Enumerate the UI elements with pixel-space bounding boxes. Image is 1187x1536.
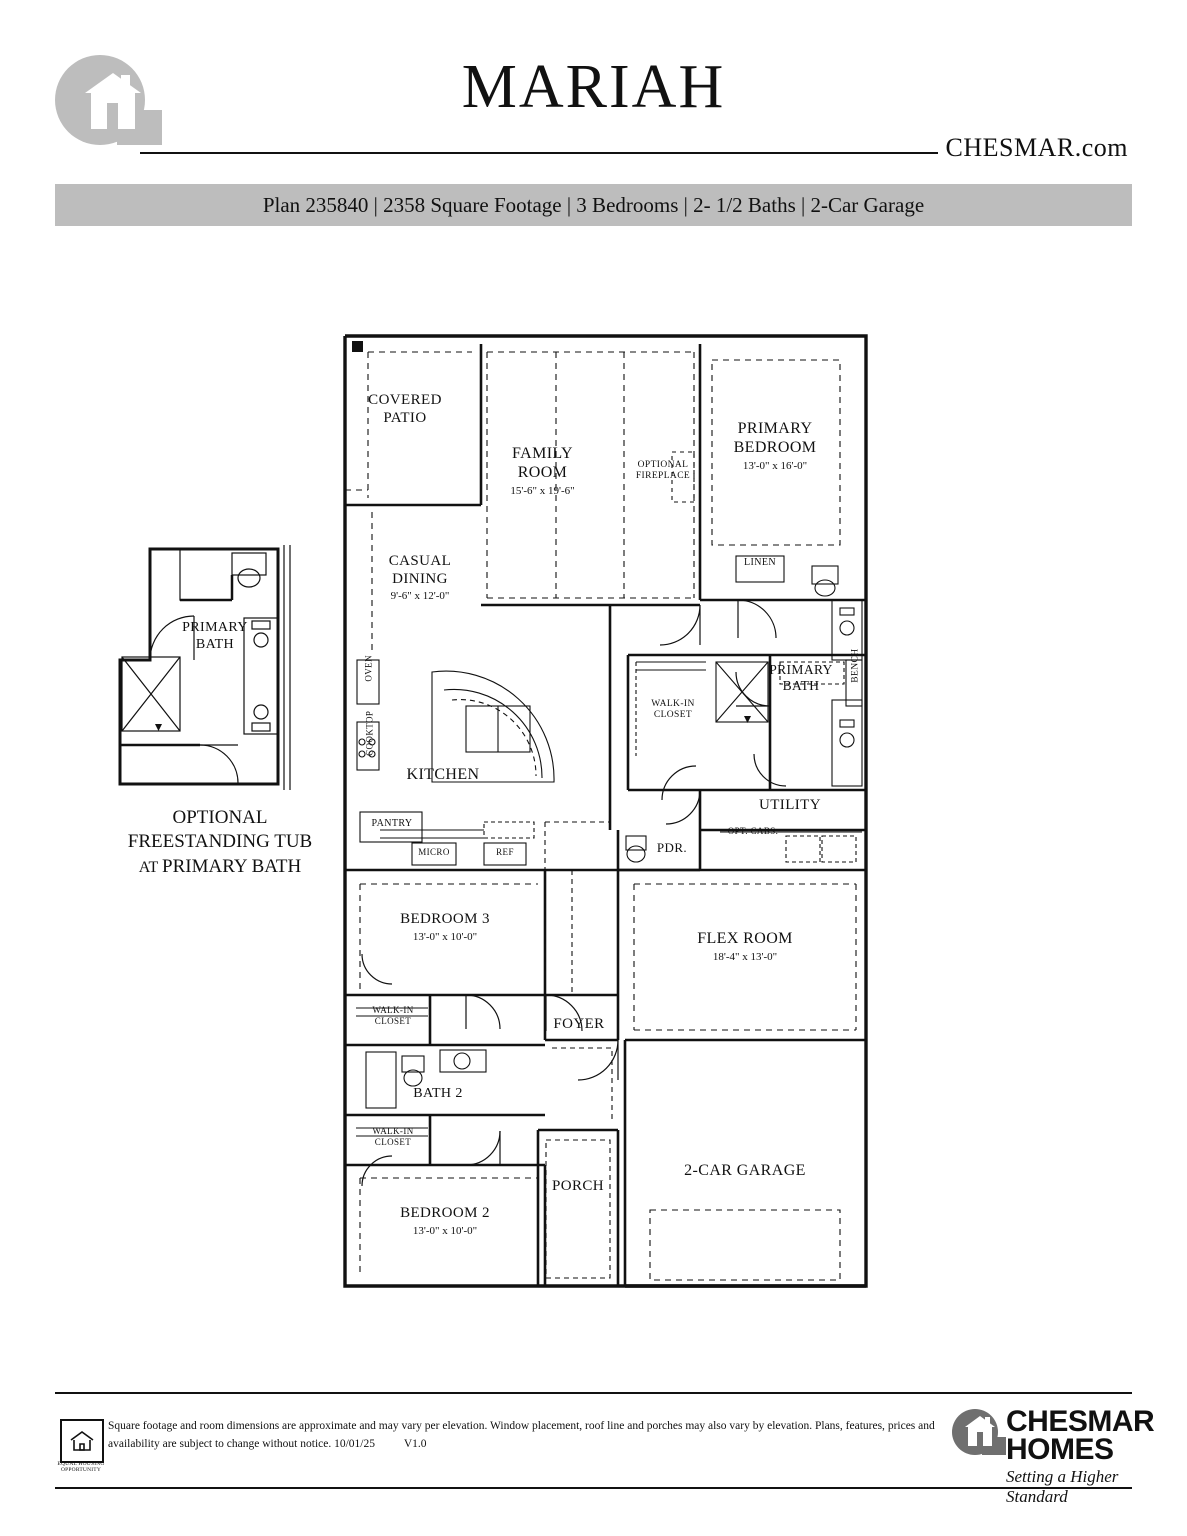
room-label-primary-bath: PRIMARY BATH: [769, 662, 833, 693]
annotation-micro: MICRO: [418, 847, 450, 857]
disclaimer-line-1: Square footage and room dimensions are approximate and may vary per elevation. Window placement, roof line and porches may also vary by elevation. Plans, features,: [108, 1420, 885, 1432]
optional-caption-line3: [95, 855, 345, 879]
disclaimer-line-2: prices and availability are subject to change without notice.: [108, 1420, 935, 1450]
annotation-walk-in-closet-primary: WALK-IN CLOSET: [651, 699, 695, 721]
annotation-oven: OVEN: [363, 655, 374, 682]
annotation-bench: BENCH: [850, 648, 861, 683]
disclaimer-date: 10/01/25: [334, 1437, 375, 1450]
room-label-bath-2: BATH 2: [413, 1086, 463, 1101]
plan-spec-text: Plan 235840 | 2358 Square Footage | 3 Bedrooms | 2- 1/2 Baths | 2-Car Garage: [262, 193, 925, 217]
annotation-ref: REF: [496, 847, 514, 857]
optional-caption-at: AT: [138, 858, 163, 876]
annotation-pantry: PANTRY: [371, 818, 413, 829]
page-title: MARIAH: [461, 53, 726, 121]
room-label-porch: PORCH: [551, 1178, 605, 1194]
chesmar-homes-footer-logo: [952, 1405, 1155, 1506]
equal-housing-caption: EQUAL HOUSING OPPORTUNITY: [57, 1461, 105, 1474]
room-label-bedroom-2: BEDROOM 2 13'-0" x 10'-0": [400, 1205, 490, 1237]
footer-tagline: Setting a Higher Standard: [1006, 1467, 1119, 1506]
room-label-family-room: FAMILY ROOM 15'-6" x 19'-6": [510, 445, 575, 497]
room-label-flex-room: FLEX ROOM 18'-4" x 13'-0": [697, 930, 793, 963]
optional-caption-line1: OPTIONAL: [172, 807, 268, 828]
room-label-primary-bedroom: PRIMARY BEDROOM 13'-0" x 16'-0": [733, 420, 817, 472]
equal-housing-opportunity-icon: [60, 1419, 104, 1463]
footer-disclaimer: [108, 1418, 953, 1454]
room-label-bedroom-3: BEDROOM 3 13'-0" x 10'-0": [400, 911, 490, 943]
room-label-casual-dining: CASUAL DINING 9'-6" x 12'-0": [388, 553, 452, 603]
optional-freestanding-tub-caption: [95, 806, 345, 879]
disclaimer-version: V1.0: [403, 1437, 427, 1450]
plan-spec-bar: [55, 184, 1132, 226]
annotation-powder-room: PDR.: [656, 840, 688, 855]
website-label: CHESMAR.com: [938, 133, 1132, 163]
annotation-optional-fireplace: OPTIONAL FIREPLACE: [635, 460, 691, 482]
annotation-walk-in-closet-bedroom-3: WALK-IN CLOSET: [372, 1005, 414, 1026]
footer-brand-line-2: HOMES: [1006, 1433, 1114, 1466]
inset-room-label-primary-bath: PRIMARY BATH: [182, 620, 248, 652]
room-label-kitchen: KITCHEN: [406, 766, 480, 783]
footer-divider-top: [55, 1392, 1132, 1394]
room-label-foyer: FOYER: [553, 1016, 605, 1032]
footer-brand-line-1: CHESMAR: [1006, 1405, 1155, 1438]
room-label-garage: 2-CAR GARAGE: [684, 1162, 806, 1179]
annotation-cooktop: COOKTOP: [364, 710, 375, 756]
footer-divider-bottom: [55, 1487, 1132, 1489]
optional-caption-primary-bath: PRIMARY BATH: [162, 855, 302, 877]
annotation-opt-cabs: OPT. CABS.: [727, 826, 779, 836]
room-label-utility: UTILITY: [759, 797, 821, 813]
room-label-covered-patio: COVERED PATIO: [368, 392, 442, 426]
annotation-walk-in-closet-bedroom-2: WALK-IN CLOSET: [372, 1126, 414, 1147]
annotation-linen: LINEN: [744, 557, 776, 568]
optional-caption-line2: FREESTANDING TUB: [127, 831, 313, 853]
